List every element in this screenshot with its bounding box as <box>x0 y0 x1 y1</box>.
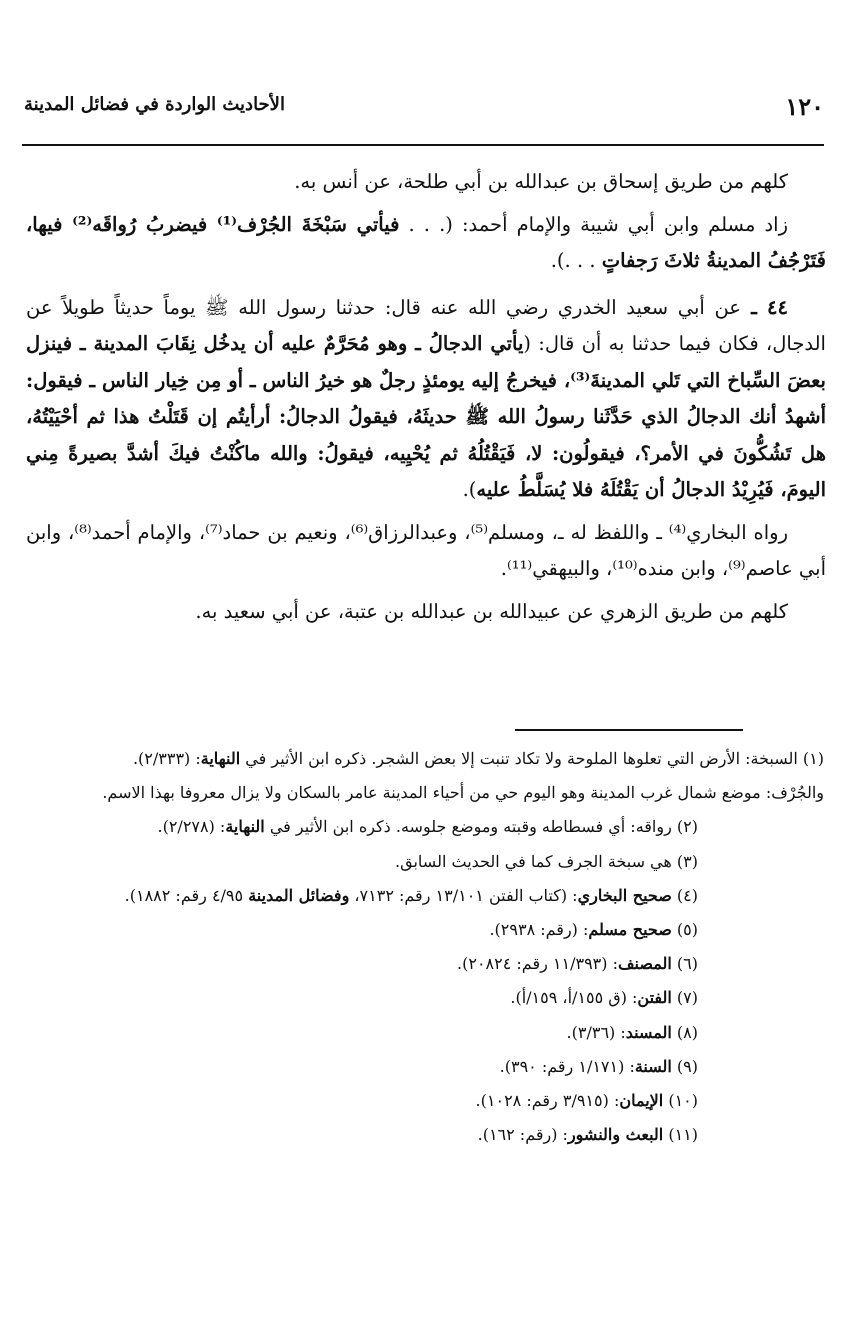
addition-quote: فيأتي سَبْخَةَ الجُرْف⁽¹⁾ فيضربُ رُواقَه⁽²⁾ فيها، فَتَرْجُفُ المدينةُ ثلاثَ رَجفاتٍ <box>26 212 826 272</box>
footnote-1-ref: : (٢/٣٣٣). <box>132 749 201 768</box>
footnote-6-ref: : (١١/٣٩٣ رقم: ٢٠٨٢٤). <box>457 954 618 974</box>
footnote-9 <box>24 1050 824 1084</box>
footnote-8-num: (٨) <box>671 1022 698 1042</box>
footnote-4-ref-a: : (كتاب الفتن ١٣/١٠١ رقم: ٧١٣٢، <box>349 885 578 905</box>
paragraph-chain-zuhri: كلهم من طريق الزهري عن عبيدالله بن عبدالله بن عتبة، عن أبي سعيد به. <box>195 599 788 623</box>
footnote-8-ref: : (٣/٣٦). <box>566 1022 626 1042</box>
footnote-7 <box>24 981 824 1015</box>
page-number: ١٢٠ <box>785 92 824 121</box>
footnote-9-source: السنة <box>634 1056 672 1076</box>
footnote-5-num: (٥) <box>671 920 698 940</box>
footnote-4-ref-b: ٤/٩٥ رقم: ١٨٨٢). <box>124 885 249 905</box>
footnote-11-ref: : (رقم: ١٦٢). <box>477 1125 568 1145</box>
footnote-10-source: الإيمان <box>619 1091 664 1111</box>
hadith-dash: ـ <box>740 295 768 319</box>
footnote-9-ref: : (١/١٧١ رقم: ٣٩٠). <box>499 1056 635 1076</box>
footnote-2-ref: : (٢/٢٧٨). <box>157 817 226 837</box>
footnote-6-source: المصنف <box>617 954 672 974</box>
hadith-end: ). <box>462 478 477 501</box>
footnote-8 <box>24 1016 824 1050</box>
footnote-11-num: (١١) <box>663 1125 698 1145</box>
header-rule <box>22 144 824 146</box>
footnote-11-source: البعث والنشور <box>567 1125 664 1145</box>
paragraph-addition-muslim <box>26 207 826 280</box>
footnote-7-num: (٧) <box>671 988 698 1008</box>
footnote-2-source: النهاية <box>225 817 265 837</box>
footnote-5 <box>24 913 824 947</box>
footnote-1-source: النهاية <box>200 749 241 768</box>
footnote-3: (٣) هي سبخة الجرف كما في الحديث السابق. <box>395 851 698 871</box>
addition-end: . . .). <box>550 249 602 272</box>
footnote-5-ref: : (رقم: ٢٩٣٨). <box>489 920 589 940</box>
footnote-11 <box>24 1118 824 1152</box>
footnote-1-jurf: والجُرْف: موضع شمال غرب المدينة وهو اليوم حي من أحياء المدينة عامر بالسكان ولا يزال معروفا بهذا الاسم. <box>102 783 824 803</box>
footnote-4-source-2: وفضائل المدينة <box>248 885 350 905</box>
hadith-quote: يأتي الدجالُ ـ وهو مُحَرَّمٌ عليه أن يدخُل نِقَابَ المدينة ـ فينزل بعضَ السِّباخ التي تَلي المدينةَ⁽³⁾، فيخرجُ إليه يومئذٍ رجلٌ هو خيرُ الناس ـ أو مِن خِيار الناس ـ فيقول: أشهدُ أنك الدجالُ الذي حَدَّثَنا رسولُ الله ﷺ حديثَهُ، فيقولُ الدجالُ: أرأيتُم إن قَتَلْتُ هذا ثم أحْيَيْتُهُ، هل تَشُكُّونَ في الأمر؟، فيقولُون: لا، فَيَقْتُلُهُ ثم يُحْيِيه، فيقولُ: والله ماكُنْتُ فيكَ أشدَّ بصيرةً مِني اليومَ، فَيُرِيْدُ الدجالُ أن يَقْتُلَهُ فلا يُسَلَّطُ عليه <box>26 332 826 501</box>
paragraph-narrators: رواه البخاري⁽⁴⁾ ـ واللفظ له ـ، ومسلم⁽⁵⁾، وعبدالرزاق⁽⁶⁾، ونعيم بن حماد⁽⁷⁾، والإمام أحمد⁽⁸⁾، وابن أبي عاصم⁽⁹⁾، وابن منده⁽¹⁰⁾، والبيهقي⁽¹¹⁾. <box>26 520 826 580</box>
footnote-1 <box>24 742 824 776</box>
footnote-2-text: (٢) رواقه: أي فسطاطه وقبته وموضع جلوسه. ذكره ابن الأثير في <box>264 817 698 837</box>
footnote-8-source: المسند <box>625 1022 672 1042</box>
footnote-9-num: (٩) <box>671 1056 698 1076</box>
footnote-10-ref: : (٣/٩١٥ رقم: ١٠٢٨). <box>475 1091 620 1111</box>
footnote-10 <box>24 1084 824 1118</box>
paragraph-chain-anas: كلهم من طريق إسحاق بن عبدالله بن أبي طلحة، عن أنس به. <box>294 170 788 193</box>
footnote-6 <box>24 947 824 981</box>
footnote-4 <box>24 879 824 913</box>
running-title: الأحاديث الواردة في فضائل المدينة <box>24 94 285 115</box>
hadith-number: ٤٤ <box>767 295 788 319</box>
footnote-10-num: (١٠) <box>663 1091 698 1111</box>
footnote-6-num: (٦) <box>671 954 698 974</box>
footnote-1-text: (١) السبخة: الأرض التي تعلوها الملوحة ولا تكاد تنبت إلا بعض الشجر. ذكره ابن الأثير في <box>245 749 824 768</box>
running-header <box>24 92 824 128</box>
footnote-5-source: صحيح مسلم <box>588 920 672 940</box>
footnote-4-source: صحيح البخاري <box>577 885 672 905</box>
footnote-7-ref: : (ق ١٥٥/أ، ١٥٩/أ). <box>510 988 638 1008</box>
footnote-rule <box>515 729 743 731</box>
footnote-4-num: (٤) <box>671 885 698 905</box>
addition-intro: زاد مسلم وابن أبي شيبة والإمام أحمد: (. . . <box>399 212 788 236</box>
main-text <box>26 164 826 636</box>
hadith-44 <box>26 290 826 509</box>
footnotes <box>24 742 824 1152</box>
footnote-7-source: الفتن <box>637 988 672 1008</box>
footnote-2 <box>24 810 824 844</box>
hadith-intro: عن أبي سعيد الخدري رضي الله عنه قال: حدثنا رسول الله ﷺ يوماً حديثاً طويلاً عن الدجال، فكان فيما حدثنا به أن قال: ( <box>26 295 826 355</box>
